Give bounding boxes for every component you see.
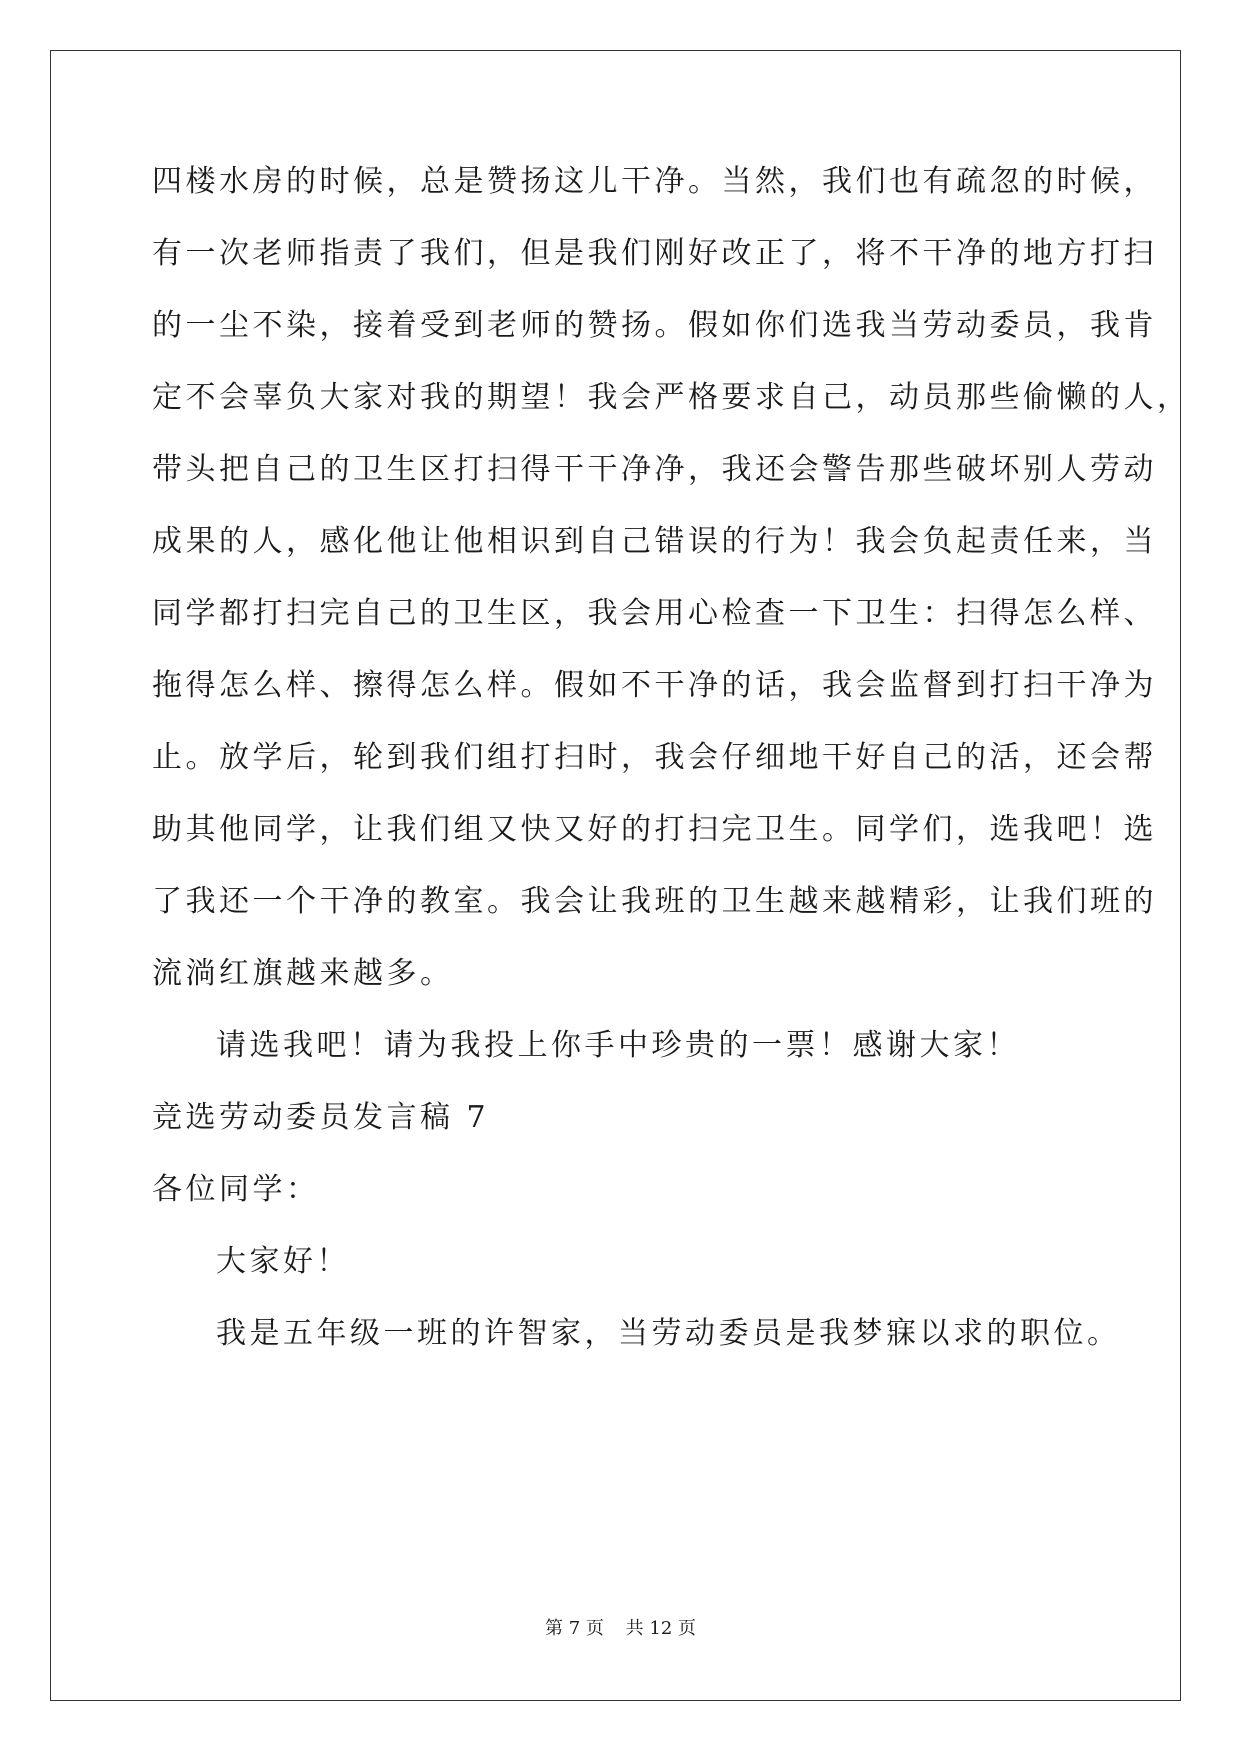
closing-line: 请选我吧！请为我投上你手中珍贵的一票！感谢大家！: [216, 1028, 1020, 1063]
greeting: 大家好！: [216, 1244, 350, 1279]
page-number: 第 7 页: [545, 1618, 604, 1639]
intro-line: 我是五年级一班的许智家，当劳动委员是我梦寐以求的职位。: [216, 1316, 1121, 1351]
paragraph-line: 成果的人，感化他让他相识到自己错误的行为！我会负起责任来，当: [152, 524, 1157, 559]
paragraph-line: 止。放学后，轮到我们组打扫时，我会仔细地干好自己的活，还会帮: [152, 740, 1157, 775]
paragraph-line: 定不会辜负大家对我的期望！我会严格要求自己，动员那些偷懒的人，: [152, 380, 1191, 415]
paragraph-line: 了我还一个干净的教室。我会让我班的卫生越来越精彩，让我们班的: [152, 884, 1157, 919]
total-pages: 共 12 页: [625, 1618, 696, 1639]
paragraph-line: 四楼水房的时候，总是赞扬这儿干净。当然，我们也有疏忽的时候，: [152, 164, 1157, 199]
section-heading: 竞选劳动委员发言稿 7: [152, 1100, 490, 1135]
salutation: 各位同学：: [152, 1172, 320, 1207]
paragraph-line: 带头把自己的卫生区打扫得干干净净，我还会警告那些破坏别人劳动: [152, 452, 1157, 487]
paragraph-line: 助其他同学，让我们组又快又好的打扫完卫生。同学们，选我吧！选: [152, 812, 1157, 847]
paragraph-line: 的一尘不染，接着受到老师的赞扬。假如你们选我当劳动委员，我肯: [152, 308, 1157, 343]
page-border: [50, 50, 1181, 1701]
paragraph-line: 同学都打扫完自己的卫生区，我会用心检查一下卫生：扫得怎么样、: [152, 596, 1157, 631]
paragraph-line: 拖得怎么样、擦得怎么样。假如不干净的话，我会监督到打扫干净为: [152, 668, 1157, 703]
paragraph-line: 流淌红旗越来越多。: [152, 956, 454, 991]
paragraph-line: 有一次老师指责了我们，但是我们刚好改正了，将不干净的地方打扫: [152, 236, 1157, 271]
page-footer: [0, 1618, 1241, 1640]
